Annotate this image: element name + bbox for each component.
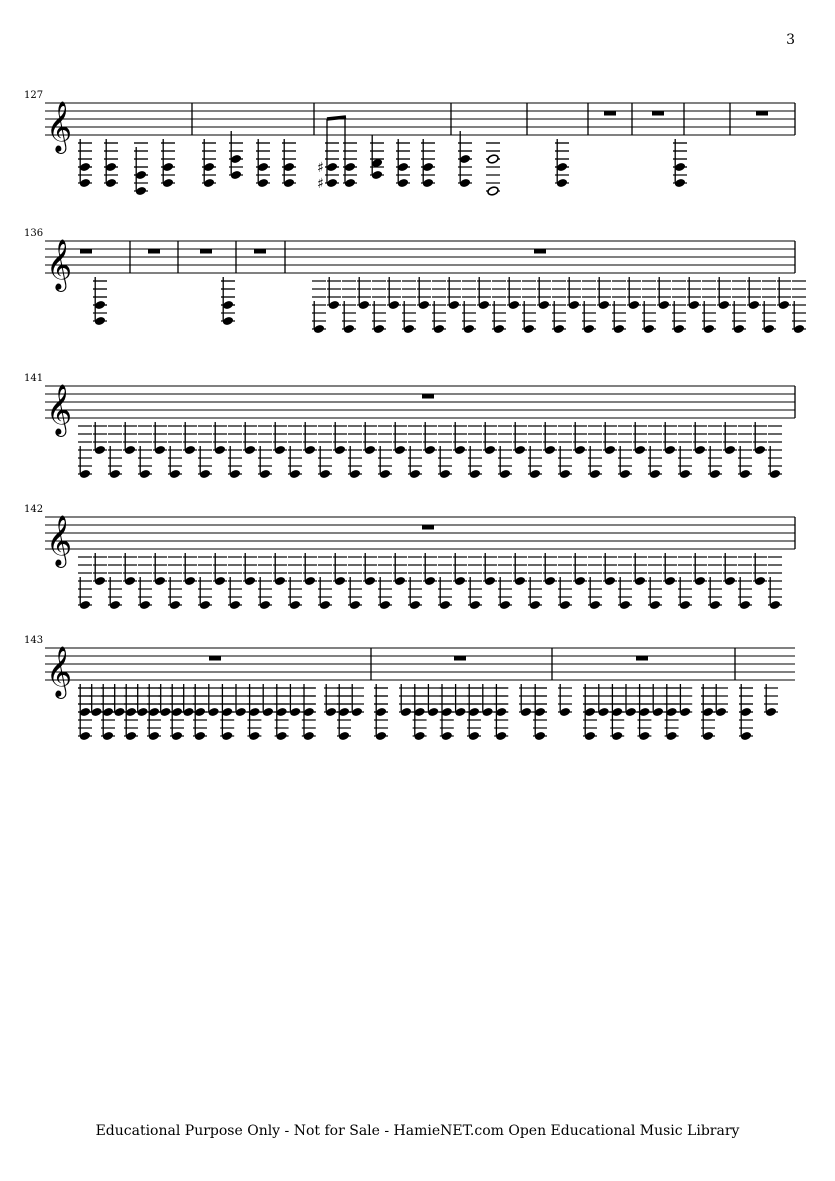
sharp-icon: ♯: [317, 176, 324, 192]
whole-rest: [148, 249, 160, 254]
measure-number: 141: [24, 373, 44, 384]
whole-rest: [254, 249, 266, 254]
whole-rest: [80, 249, 92, 254]
treble-clef-icon: 𝄞: [46, 646, 73, 697]
treble-clef-icon: 𝄞: [46, 101, 73, 152]
chord-notehead: [487, 154, 499, 164]
treble-clef-icon: 𝄞: [46, 515, 73, 566]
measure-number: 127: [24, 90, 44, 101]
chord-notehead: [326, 178, 338, 188]
whole-rest: [756, 111, 768, 116]
whole-rest: [422, 525, 434, 530]
whole-rest: [534, 249, 546, 254]
measure-number: 143: [24, 635, 44, 646]
whole-rest: [652, 111, 664, 116]
treble-clef-icon: 𝄞: [46, 384, 73, 435]
whole-rest: [454, 656, 466, 661]
footer-text: Educational Purpose Only - Not for Sale - HamieNET.com Open Educational Music Library: [95, 1123, 740, 1139]
measure-number: 142: [24, 504, 44, 515]
whole-rest: [209, 656, 221, 661]
chord-notehead: [344, 162, 356, 172]
chord-notehead: [344, 178, 356, 188]
treble-clef-icon: 𝄞: [46, 239, 73, 290]
whole-rest: [636, 656, 648, 661]
chord-notehead: [326, 162, 338, 172]
measure-number: 136: [24, 228, 44, 239]
whole-rest: [200, 249, 212, 254]
chord-notehead: [487, 186, 499, 196]
beam: [327, 117, 346, 119]
whole-rest: [604, 111, 616, 116]
whole-rest: [422, 394, 434, 399]
page-number: 3: [786, 32, 795, 48]
sharp-icon: ♯: [317, 160, 324, 176]
